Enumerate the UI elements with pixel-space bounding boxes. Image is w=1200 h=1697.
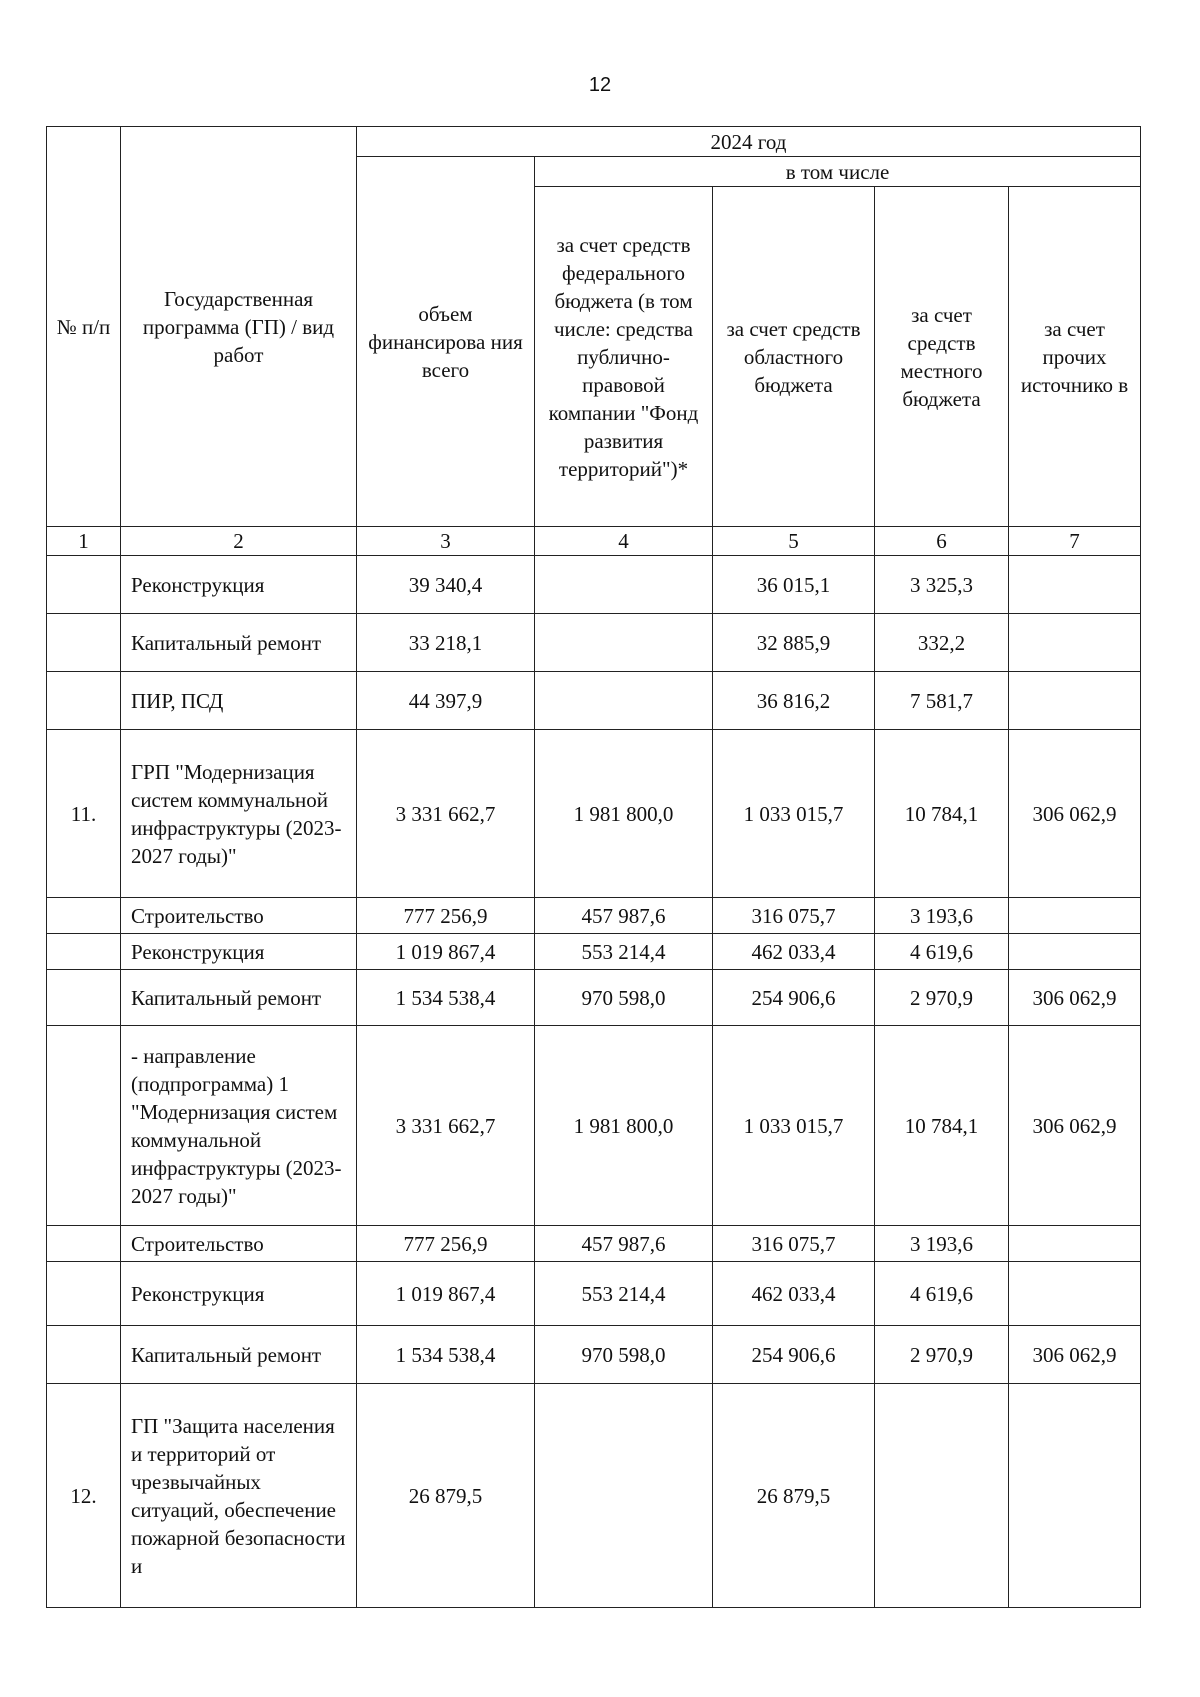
row-total: 3 331 662,7 bbox=[357, 730, 535, 898]
row-name: - направление (подпрограмма) 1 "Модернизация систем коммунальной инфраструктуры (2023-2027 годы)" bbox=[121, 1026, 357, 1226]
row-name: ГРП "Модернизация систем коммунальной инфраструктуры (2023-2027 годы)" bbox=[121, 730, 357, 898]
row-regional: 316 075,7 bbox=[713, 898, 875, 934]
row-name: Реконструкция bbox=[121, 934, 357, 970]
row-federal: 457 987,6 bbox=[535, 898, 713, 934]
row-total: 3 331 662,7 bbox=[357, 1026, 535, 1226]
row-federal: 553 214,4 bbox=[535, 1262, 713, 1326]
row-federal bbox=[535, 1384, 713, 1608]
row-other bbox=[1009, 1262, 1141, 1326]
row-total: 26 879,5 bbox=[357, 1384, 535, 1608]
table-row bbox=[47, 1226, 1141, 1262]
row-other: 306 062,9 bbox=[1009, 730, 1141, 898]
table-row bbox=[47, 1026, 1141, 1226]
row-federal bbox=[535, 556, 713, 614]
header-including: в том числе bbox=[535, 157, 1141, 187]
row-total: 44 397,9 bbox=[357, 672, 535, 730]
row-name: Реконструкция bbox=[121, 1262, 357, 1326]
header-num: № п/п bbox=[47, 127, 121, 527]
row-regional: 462 033,4 bbox=[713, 1262, 875, 1326]
row-other bbox=[1009, 934, 1141, 970]
row-name: ГП "Защита населения и территорий от чрезвычайных ситуаций, обеспечение пожарной безопасности и bbox=[121, 1384, 357, 1608]
row-other bbox=[1009, 1226, 1141, 1262]
row-name: Строительство bbox=[121, 1226, 357, 1262]
row-number bbox=[47, 1262, 121, 1326]
header-year: 2024 год bbox=[357, 127, 1141, 157]
column-index-row bbox=[47, 527, 1141, 556]
row-number bbox=[47, 614, 121, 672]
column-index: 1 bbox=[47, 527, 121, 556]
row-federal: 553 214,4 bbox=[535, 934, 713, 970]
column-index: 4 bbox=[535, 527, 713, 556]
row-federal: 970 598,0 bbox=[535, 1326, 713, 1384]
row-number: 11. bbox=[47, 730, 121, 898]
row-number bbox=[47, 1026, 121, 1226]
row-name: ПИР, ПСД bbox=[121, 672, 357, 730]
column-index: 6 bbox=[875, 527, 1009, 556]
table-row bbox=[47, 556, 1141, 614]
row-local: 2 970,9 bbox=[875, 1326, 1009, 1384]
table-row bbox=[47, 672, 1141, 730]
row-local: 4 619,6 bbox=[875, 934, 1009, 970]
row-number bbox=[47, 556, 121, 614]
row-other bbox=[1009, 614, 1141, 672]
row-federal: 457 987,6 bbox=[535, 1226, 713, 1262]
row-local: 4 619,6 bbox=[875, 1262, 1009, 1326]
column-index: 5 bbox=[713, 527, 875, 556]
row-number bbox=[47, 934, 121, 970]
row-local: 332,2 bbox=[875, 614, 1009, 672]
row-total: 1 534 538,4 bbox=[357, 1326, 535, 1384]
row-local bbox=[875, 1384, 1009, 1608]
row-total: 1 019 867,4 bbox=[357, 1262, 535, 1326]
row-regional: 1 033 015,7 bbox=[713, 730, 875, 898]
row-regional: 36 816,2 bbox=[713, 672, 875, 730]
row-local: 3 193,6 bbox=[875, 898, 1009, 934]
row-name: Капитальный ремонт bbox=[121, 1326, 357, 1384]
table-row bbox=[47, 730, 1141, 898]
header-program: Государственная программа (ГП) / вид работ bbox=[121, 127, 357, 527]
row-local: 7 581,7 bbox=[875, 672, 1009, 730]
row-regional: 462 033,4 bbox=[713, 934, 875, 970]
row-federal bbox=[535, 614, 713, 672]
row-other bbox=[1009, 1384, 1141, 1608]
row-name: Капитальный ремонт bbox=[121, 970, 357, 1026]
row-total: 1 019 867,4 bbox=[357, 934, 535, 970]
row-federal bbox=[535, 672, 713, 730]
row-regional: 1 033 015,7 bbox=[713, 1026, 875, 1226]
row-other bbox=[1009, 672, 1141, 730]
header-row-year bbox=[47, 127, 1141, 157]
row-number bbox=[47, 1226, 121, 1262]
row-regional: 316 075,7 bbox=[713, 1226, 875, 1262]
row-name: Строительство bbox=[121, 898, 357, 934]
row-regional: 254 906,6 bbox=[713, 1326, 875, 1384]
row-number bbox=[47, 970, 121, 1026]
header-federal: за счет средств федерального бюджета (в том числе: средства публично-правовой компании "Фонд развития территорий")* bbox=[535, 187, 713, 527]
row-local: 10 784,1 bbox=[875, 1026, 1009, 1226]
header-other: за счет прочих источнико в bbox=[1009, 187, 1141, 527]
column-index: 2 bbox=[121, 527, 357, 556]
row-other: 306 062,9 bbox=[1009, 1026, 1141, 1226]
row-regional: 26 879,5 bbox=[713, 1384, 875, 1608]
header-regional: за счет средств областного бюджета bbox=[713, 187, 875, 527]
row-federal: 970 598,0 bbox=[535, 970, 713, 1026]
row-number: 12. bbox=[47, 1384, 121, 1608]
table-row bbox=[47, 614, 1141, 672]
table-body bbox=[47, 556, 1141, 1608]
row-other bbox=[1009, 898, 1141, 934]
row-total: 39 340,4 bbox=[357, 556, 535, 614]
row-local: 3 193,6 bbox=[875, 1226, 1009, 1262]
page-number: 12 bbox=[588, 74, 612, 96]
header-total: объем финансирова ния всего bbox=[357, 157, 535, 527]
row-local: 10 784,1 bbox=[875, 730, 1009, 898]
row-number bbox=[47, 1326, 121, 1384]
row-total: 777 256,9 bbox=[357, 898, 535, 934]
row-local: 3 325,3 bbox=[875, 556, 1009, 614]
table-row bbox=[47, 1262, 1141, 1326]
column-index: 7 bbox=[1009, 527, 1141, 556]
row-other: 306 062,9 bbox=[1009, 970, 1141, 1026]
row-other: 306 062,9 bbox=[1009, 1326, 1141, 1384]
budget-table bbox=[46, 126, 1141, 1608]
table-row bbox=[47, 1326, 1141, 1384]
row-name: Реконструкция bbox=[121, 556, 357, 614]
row-number bbox=[47, 898, 121, 934]
row-number bbox=[47, 672, 121, 730]
table-row bbox=[47, 934, 1141, 970]
row-regional: 254 906,6 bbox=[713, 970, 875, 1026]
header-local: за счет средств местного бюджета bbox=[875, 187, 1009, 527]
row-local: 2 970,9 bbox=[875, 970, 1009, 1026]
table-row bbox=[47, 898, 1141, 934]
table-row bbox=[47, 1384, 1141, 1608]
row-name: Капитальный ремонт bbox=[121, 614, 357, 672]
row-total: 777 256,9 bbox=[357, 1226, 535, 1262]
row-total: 1 534 538,4 bbox=[357, 970, 535, 1026]
row-regional: 32 885,9 bbox=[713, 614, 875, 672]
column-index: 3 bbox=[357, 527, 535, 556]
table-row bbox=[47, 970, 1141, 1026]
row-regional: 36 015,1 bbox=[713, 556, 875, 614]
row-total: 33 218,1 bbox=[357, 614, 535, 672]
row-federal: 1 981 800,0 bbox=[535, 1026, 713, 1226]
row-federal: 1 981 800,0 bbox=[535, 730, 713, 898]
row-other bbox=[1009, 556, 1141, 614]
